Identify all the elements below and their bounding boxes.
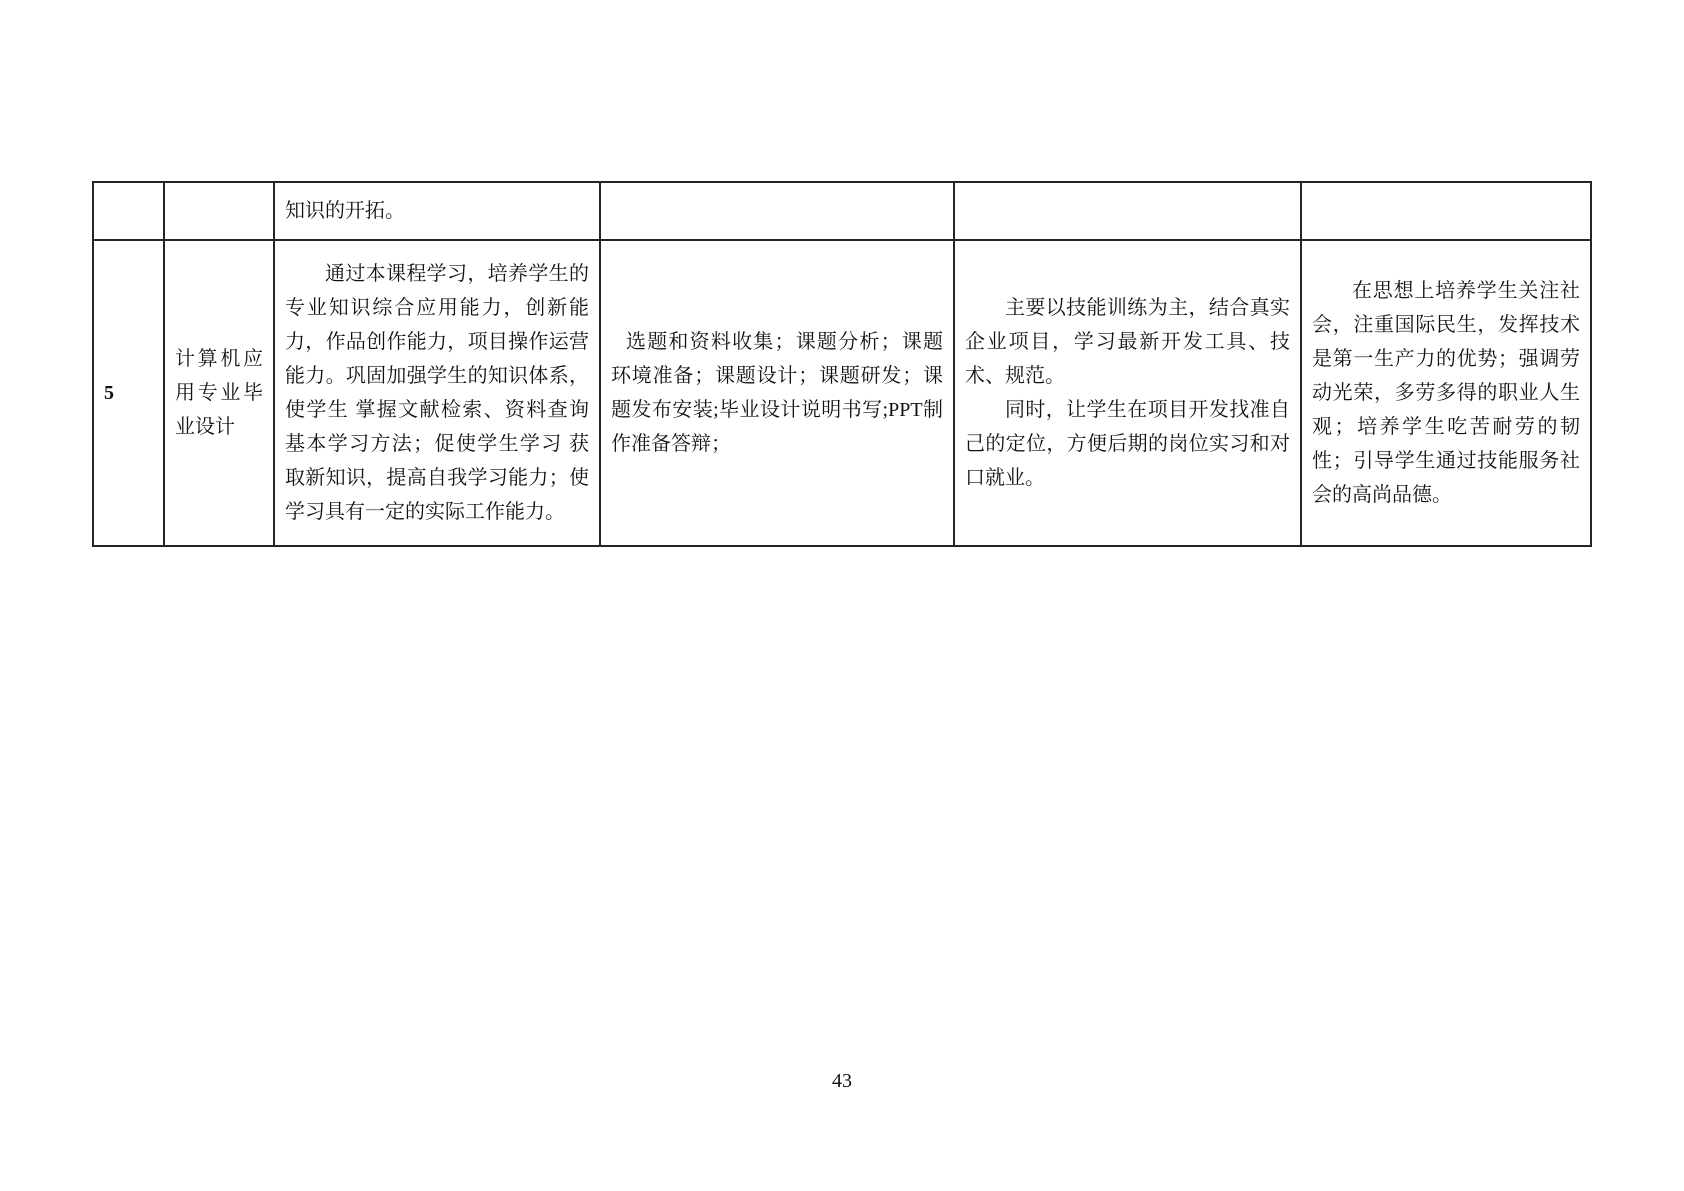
cell-teaching-methods: [954, 240, 1301, 546]
cell-course-name: 计算机应用专业毕业设计: [164, 240, 274, 546]
cell-empty: [1301, 182, 1591, 240]
cell-empty: [93, 182, 164, 240]
table-row-continuation: [93, 182, 1591, 240]
cell-course-objective: 通过本课程学习，培养学生的专业知识综合应用能力，创新能力，作品创作能力，项目操作运营能力。巩固加强学生的知识体系，使学生 掌握文献检索、资料查询基本学习方法；促使学生学习 获取新知识，提高自我学习能力；使学习具有一定的实际工作能力。: [274, 240, 600, 546]
cell-empty: [164, 182, 274, 240]
cell-continuation-text: 知识的开拓。: [274, 182, 600, 240]
cell-empty: [600, 182, 954, 240]
teaching-method-paragraph-1: 主要以技能训练为主，结合真实企业项目，学习最新开发工具、技术、规范。: [965, 297, 1290, 387]
cell-course-tasks: 选题和资料收集；课题分析；课题环境准备；课题设计；课题研发；课题发布安装;毕业设计说明书写;PPT制作准备答辩；: [600, 240, 954, 546]
table-row-5: [93, 240, 1591, 546]
teaching-method-paragraph-2: 同时，让学生在项目开发找准自己的定位，方便后期的岗位实习和对口就业。: [965, 399, 1290, 489]
cell-empty: [954, 182, 1301, 240]
cell-row-index: 5: [93, 240, 164, 546]
page-number: 43: [832, 1070, 852, 1092]
course-plan-table: [92, 181, 1592, 547]
cell-ideology-goals: 在思想上培养学生关注社会，注重国际民生，发挥技术是第一生产力的优势；强调劳动光荣，多劳多得的职业人生观；培养学生吃苦耐劳的韧性；引导学生通过技能服务社会的高尚品德。: [1301, 240, 1591, 546]
